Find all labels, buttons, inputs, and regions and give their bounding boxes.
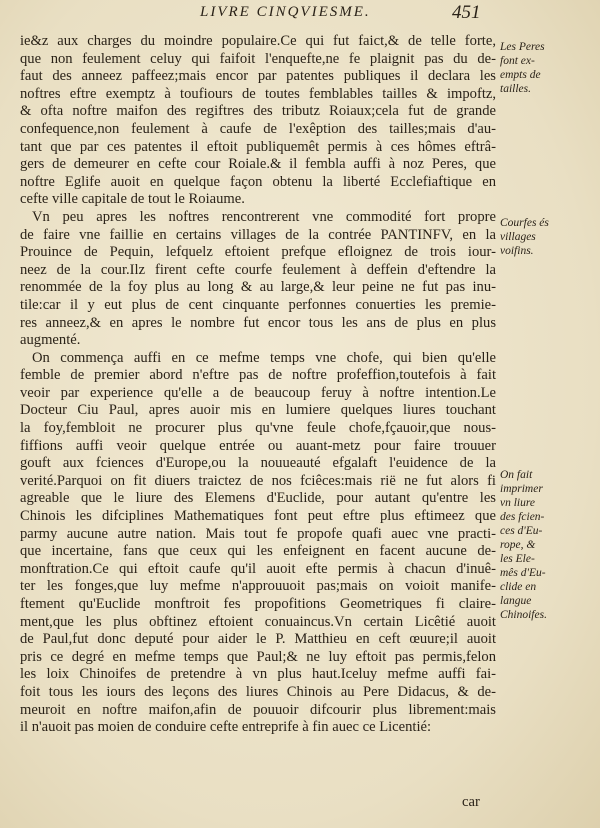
text-line: ie&z aux charges du moindre populaire.Ce qui fut faict,& de telle forte, [20, 33, 496, 49]
text-line: foit tous les iours des leçons des liures Chinois au Pere Didacus, & de- [20, 683, 496, 700]
catchword: car [462, 794, 480, 810]
text-line: noftre Eglife auoit en quelque façon obtenu la liberté Ecclefiaftique en [20, 173, 496, 190]
text-line: femble de premier abord n'eftre pas de noftre profeffion,toutefois à fait [20, 367, 496, 384]
running-title: LIVRE CINQVIESME. [200, 4, 371, 20]
text-line: fiffions auffi veoir quelque entrée ou auant-metz pour faire trouuer [20, 437, 496, 454]
marginal-note-exemption [500, 40, 600, 96]
paragraph [20, 350, 496, 737]
text-line: Vn peu apres les noftres rencontrerent vne commodité fort propre [32, 208, 496, 225]
text-line: cefte ville capitale de tout le Roiaume. [20, 191, 245, 208]
marginal-note-line: Les Peres [500, 41, 545, 53]
text-line: meuroit en noftre maifon,afin de pouuoir difcourir plus librement:mais [20, 701, 496, 718]
text-line: parmy aucune autre nation. Mais tout fe propofe quafi auec vne practi- [20, 525, 496, 542]
page-number: 451 [452, 2, 481, 23]
paragraph [20, 33, 496, 209]
text-line: gouft aux fciences d'Europe,ou la nouueauté efgalaft l'euidence de la [20, 455, 496, 472]
text-line: neez de la cour.Ilz firent cefte courfe feulement à deffein d'eftendre la [20, 261, 496, 278]
text-line: tant que par ces patentes il eftoit publiquemêt permis à ces hômes eftrâ- [20, 138, 496, 155]
text-line: ftement qu'Euclide monftroit fes propofitions Geometriques fi claire- [20, 596, 496, 612]
text-line: il n'auoit pas moien de conduire cefte entreprife à fin auec ce Licentié: [20, 719, 432, 736]
text-line: monftration.Ce qui eftoit caufe qu'il auoit efte permis à chacun d'inuê- [20, 560, 496, 577]
text-line: veoir par experience qu'elle a de beaucoup feruy à noftre intention.Le [20, 384, 496, 401]
marginal-note-line: On fait [500, 469, 533, 481]
text-line: renommée de la foy plus au long & au large,& leur peine ne fut pas inu- [20, 279, 496, 296]
marginal-note-line: des fcien- [500, 511, 545, 523]
marginal-note-line: Chinoifes. [500, 609, 547, 621]
text-line: agreable que le liure des Elemens d'Euclide, pour autant qu'entre les [20, 490, 496, 507]
text-line: res anneez,& en apres le nombre fut encor tous les ans de plus en plus [20, 314, 496, 331]
text-line: tile:car il y eut plus de cent cinquante perfonnes conuerties les premie- [20, 296, 496, 313]
body-text [20, 33, 496, 737]
marginal-note-line: ces d'Eu- [500, 525, 543, 537]
marginal-note-line: font ex- [500, 55, 535, 67]
marginal-note-line: les Ele- [500, 553, 535, 565]
marginal-note-line: mês d'Eu- [500, 567, 546, 579]
text-line: que non feulement celuy qui faifoit l'enquefte,ne fe plaignit pas du de- [20, 50, 496, 67]
text-line: faut des anneez paffeez;mais encor par patentes publiques il declara les [20, 68, 496, 85]
text-line: Chinois les difciplines Mathematiques font peut eftre plus eftimeez que [20, 508, 496, 525]
marginal-note-line: Courfes és [500, 217, 549, 229]
text-line: gers de demeurer en cefte cour Roiale.& il fembla auffi à noz Peres, que [20, 156, 496, 173]
text-line: Prouince de Pequin, lefquelz eftoient prefque efloignez de trois iour- [20, 244, 496, 261]
marginal-note-line: tailles. [500, 83, 531, 95]
text-line: ment,que les plus obftinez eftoient conuaincus.Vn certain Licêtié auoit [20, 613, 496, 630]
text-line: noftres eftre exemptz à toufiours de toutes femblables tailles & impoftz, [20, 85, 496, 102]
text-line: les loix Chinoifes de pretendre à vn plus haut.Iceluy mefme auffi fai- [20, 666, 496, 683]
paragraph [20, 209, 496, 350]
text-line: de faire vne faillie en certains villages de la contrée PANTINFV, en la [20, 226, 496, 243]
text-line: que incertaine, fans que ceux qui les enfeignent en facent aucune de- [20, 543, 496, 560]
marginal-note-line: langue [500, 595, 532, 607]
text-line: verité.Parquoi on fit diuers traictez de nos fciêces:mais rië ne fut alors fi [20, 472, 496, 489]
marginal-note-euclid [500, 468, 600, 622]
marginal-note-line: villages [500, 231, 536, 243]
text-line: ter les fonges,que luy mefme n'approuuoit pas;mais on voioit manife- [20, 578, 496, 595]
text-line: & ofta noftre maifon des regiftres des tributz Roiaux;cela fut de grande [20, 103, 496, 120]
text-line: Docteur Ciu Paul, apres auoir mis en lumiere quelques liures touchant [20, 402, 496, 419]
marginal-note-line: empts de [500, 69, 541, 81]
text-line: confequence,non feulement à caufe de l'exêption des tailles;mais d'au- [20, 120, 496, 137]
marginal-note-line: clide en [500, 581, 537, 593]
page-header [0, 2, 600, 32]
marginal-note-line: voifins. [500, 245, 534, 257]
marginal-note-line: vn liure [500, 497, 536, 509]
text-line: augmenté. [20, 332, 81, 349]
text-line: de Paul,fut donc deputé pour aider le P. Matthieu en ceft œuure;il auoit [20, 631, 496, 648]
marginal-note-line: rope, & [500, 539, 536, 551]
marginal-note-villages [500, 216, 600, 258]
text-line: la foy,fembloit ne procurer plus qu'vne feule chofe,fçauoir,que nous- [20, 420, 496, 437]
marginal-note-line: imprimer [500, 483, 543, 495]
text-line: pris ce degré en mefme temps que Paul;& ne luy eftoit pas permis,felon [20, 648, 496, 665]
text-line: On commença auffi en ce mefme temps vne chofe, qui bien qu'elle [32, 349, 496, 366]
